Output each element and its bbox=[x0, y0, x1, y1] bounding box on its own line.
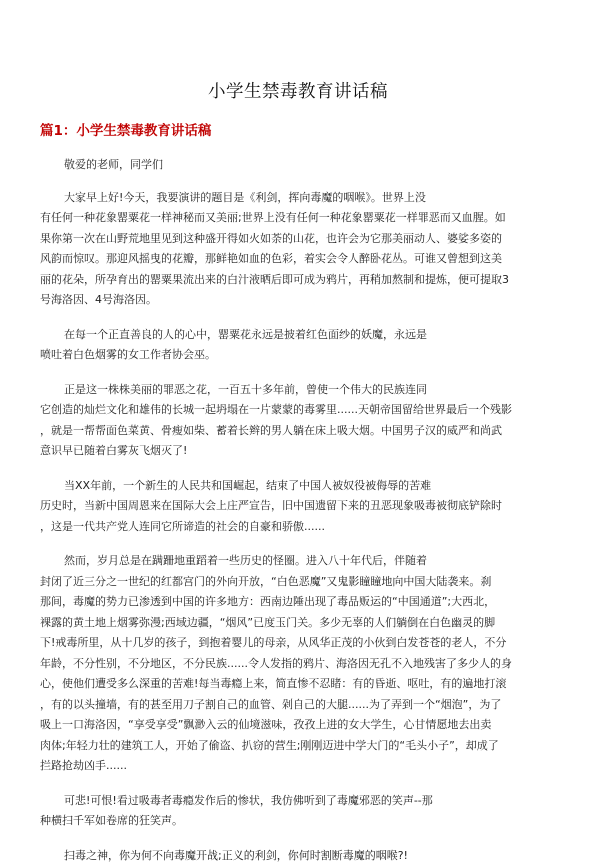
paragraph-3 bbox=[40, 380, 556, 462]
paragraph-line: 喷吐着白色烟雾的女工作者协会巫。 bbox=[40, 345, 556, 366]
paragraph-line: 当XX年前，一个新生的人民共和国崛起，结束了中国人被奴役被侮辱的苦难 bbox=[40, 476, 556, 497]
paragraph-line: ，有的以头撞墙，有的甚至用刀子割自己的血管、剁自己的大腿......为了弄到一个“烟泡”，为了 bbox=[40, 695, 556, 716]
paragraph-line: 吸上一口海洛因，“享受享受”飘渺入云的仙境滋味，孜孜上进的女大学生，心甘情愿地去出卖 bbox=[40, 715, 556, 736]
page-title: 小学生禁毒教育讲话稿 bbox=[40, 78, 556, 103]
paragraph-line: 风韵而惊叹。那迎风摇曳的花瓣，那鲜艳如血的色彩，着实会令人醉卧花丛。可谁又曾想到这美 bbox=[40, 249, 556, 270]
greeting-paragraph bbox=[40, 155, 556, 176]
paragraph-line: 正是这一株株美丽的罪恶之花，一百五十多年前，曾使一个伟大的民族连同 bbox=[40, 380, 556, 401]
paragraph-line: 拦路抢劫凶手...... bbox=[40, 756, 556, 777]
greeting-line: 敬爱的老师，同学们 bbox=[40, 155, 556, 176]
paragraph-line: 大家早上好!今天，我要演讲的题目是《利剑，挥向毒魔的咽喉》。世界上没 bbox=[40, 188, 556, 209]
paragraph-line: 扫毒之神，你为何不向毒魔开战;正义的利剑，你何时割断毒魔的咽喉?! bbox=[40, 846, 556, 866]
paragraph-6 bbox=[40, 791, 556, 832]
paragraph-5 bbox=[40, 551, 556, 777]
paragraph-1 bbox=[40, 188, 556, 311]
paragraph-line: 种横扫千军如卷席的狂笑声。 bbox=[40, 811, 556, 832]
paragraph-line: 然而，岁月总是在蹒跚地重蹈着一些历史的怪圈。进入八十年代后，伴随着 bbox=[40, 551, 556, 572]
paragraph-4 bbox=[40, 476, 556, 538]
paragraph-line: 那间，毒魔的势力已渗透到中国的许多地方：西南边陲出现了毒品贩运的“中国通道”;大西北， bbox=[40, 592, 556, 613]
paragraph-line: 可悲!可恨!看过吸毒者毒瘾发作后的惨状，我仿佛听到了毒魔邪恶的笑声--那 bbox=[40, 791, 556, 812]
paragraph-line: 封闭了近三分之一世纪的红都宫门的外向开放，“白色恶魔”又鬼影瞳瞳地向中国大陆袭来。刹 bbox=[40, 572, 556, 593]
paragraph-line: 意识早已随着白雾灰飞烟灭了! bbox=[40, 441, 556, 462]
paragraph-line: 心，使他们遭受多么深重的苦难!每当毒瘾上来，简直惨不忍睹：有的昏逝、呕吐，有的遍地打滚 bbox=[40, 674, 556, 695]
paragraph-line: ，这是一代共产党人连同它所谛造的社会的自豪和骄傲...... bbox=[40, 517, 556, 538]
paragraph-line: 有任何一种花象罂粟花一样神秘而又美丽;世界上没有任何一种花象罂粟花一样罪恶而又血腥。如 bbox=[40, 208, 556, 229]
paragraph-line: ，就是一帮帮面色菜黄、骨瘦如柴、蓄着长辫的男人躺在床上吸大烟。中国男子汉的威严和尚武 bbox=[40, 421, 556, 442]
paragraph-line: 在每一个正直善良的人的心中，罂粟花永远是披着红色面纱的妖魔，永远是 bbox=[40, 325, 556, 346]
paragraph-line: 果你第一次在山野荒地里见到这种盛开得如火如荼的山花，也许会为它那美丽动人、婆娑多姿的 bbox=[40, 229, 556, 250]
paragraph-line: 裸露的黄土地上烟雾弥漫;西域边疆，“烟风”已度玉门关。多少无辜的人们躺倒在白色幽灵的脚 bbox=[40, 613, 556, 634]
paragraph-line: 丽的花朵，所孕育出的罂粟果流出来的白汁液晒后即可成为鸦片，再稍加熬制和提炼，便可提取3 bbox=[40, 270, 556, 291]
paragraph-line: 历史时，当新中国周恩来在国际大会上庄严宣告，旧中国遗留下来的丑恶现象吸毒被彻底铲除时 bbox=[40, 496, 556, 517]
section-heading: 篇1：小学生禁毒教育讲话稿 bbox=[40, 119, 556, 139]
paragraph-2 bbox=[40, 325, 556, 366]
paragraph-line: 号海洛因、4号海洛因。 bbox=[40, 290, 556, 311]
paragraph-line: 下!戒毒所里，从十几岁的孩子，到抱着婴儿的母亲，从风华正茂的小伙到白发苍苍的老人，不分 bbox=[40, 633, 556, 654]
paragraph-line: 年龄，不分性别，不分地区，不分民族......令人发指的鸦片、海洛因无孔不入地残害了多少人的身 bbox=[40, 654, 556, 675]
paragraph-line: 它创造的灿烂文化和雄伟的长城一起坍塌在一片蒙蒙的毒雾里......天朝帝国留给世界最后一个残影 bbox=[40, 400, 556, 421]
paragraph-line: 肉体;年轻力壮的建筑工人，开始了偷盗、扒窃的营生;刚刚迈进中学大门的“毛头小子”，却成了 bbox=[40, 736, 556, 757]
